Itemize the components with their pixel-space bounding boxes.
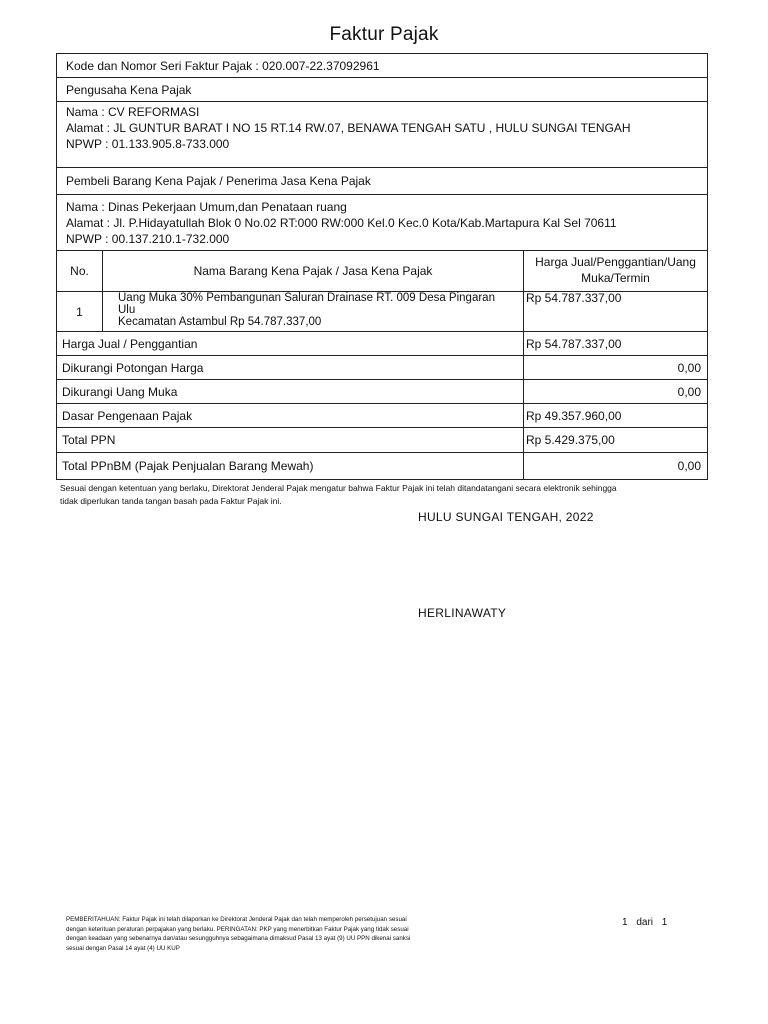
summary-value: Rp 54.787.337,00 — [526, 336, 622, 351]
summary-row-uang-muka — [57, 380, 707, 404]
summary-row-harga-jual — [57, 332, 707, 356]
seller-npwp: NPWP : 01.133.905.8-733.000 — [66, 137, 230, 151]
seller-heading-row — [57, 78, 707, 102]
item-no: 1 — [57, 292, 103, 331]
item-name-line2: Kecamatan Astambul Rp 54.787.337,00 — [118, 316, 322, 328]
summary-value: Rp 49.357.960,00 — [526, 408, 622, 423]
summary-value: 0,00 — [677, 384, 701, 399]
place-date: HULU SUNGAI TENGAH, 2022 — [418, 510, 594, 524]
footer-line: sesuai dengan Pasal 14 ayat (4) UU KUP — [66, 945, 180, 953]
column-header-no: No. — [57, 251, 103, 291]
page-number: 1 dari 1 — [622, 917, 668, 928]
summary-label: Harga Jual / Penggantian — [57, 332, 524, 355]
item-price: Rp 54.787.337,00 — [526, 291, 622, 305]
column-header-name: Nama Barang Kena Pajak / Jasa Kena Pajak — [103, 251, 524, 291]
summary-row-dpp — [57, 404, 707, 428]
buyer-name: Nama : Dinas Pekerjaan Umum,dan Penataan ruang — [66, 200, 347, 214]
electronic-signature-notice — [60, 482, 720, 508]
summary-label: Dikurangi Uang Muka — [57, 380, 524, 403]
invoice-frame — [56, 53, 708, 480]
buyer-heading-row — [57, 168, 707, 195]
table-row — [57, 292, 707, 332]
seller-heading: Pengusaha Kena Pajak — [66, 82, 192, 97]
document-title: Faktur Pajak — [329, 24, 439, 45]
summary-label: Total PPN — [57, 428, 524, 452]
notice-line: Sesuai dengan ketentuan yang berlaku, Direktorat Jenderal Pajak mengatur bahwa Faktur Pajak ini telah ditandatangani secara elektronik sehingga — [60, 483, 617, 493]
item-name — [103, 292, 524, 331]
footer-line: dengan keadaan yang sebenarnya dan/atau sesungguhnya sebagaimana dimaksud Pasal 13 ayat (9) UU PPN dikenai sanksi — [66, 935, 411, 943]
seller-details — [57, 102, 707, 168]
summary-row-ppn — [57, 428, 707, 453]
summary-label: Dikurangi Potongan Harga — [57, 356, 524, 379]
footer-notice — [66, 915, 486, 954]
footer-line: dengan ketentuan peraturan perpajakan yang berlaku. PERINGATAN: PKP yang menerbitkan Faktur Pajak yang tidak sesuai — [66, 925, 409, 933]
items-table-header — [57, 251, 707, 292]
seller-address: Alamat : JL GUNTUR BARAT I NO 15 RT.14 RW.07, BENAWA TENGAH SATU , HULU SUNGAI TENGAH — [66, 121, 631, 135]
seller-name: Nama : CV REFORMASI — [66, 105, 200, 119]
serial-number-text: Kode dan Nomor Seri Faktur Pajak : 020.007-22.37092961 — [66, 58, 380, 73]
summary-label: Total PPnBM (Pajak Penjualan Barang Mewah) — [57, 453, 524, 479]
summary-row-potongan — [57, 356, 707, 380]
summary-value: 0,00 — [677, 459, 701, 473]
serial-number-row — [57, 54, 707, 78]
summary-label: Dasar Pengenaan Pajak — [57, 404, 524, 427]
footer-line: PEMBERITAHUAN: Faktur Pajak ini telah dilaporkan ke Direktorat Jenderal Pajak dan telah memperoleh persetujuan sesuai — [66, 916, 407, 923]
summary-row-ppnbm — [57, 453, 707, 479]
column-header-price-line1: Harga Jual/Penggantian/Uang — [535, 255, 696, 269]
buyer-heading: Pembeli Barang Kena Pajak / Penerima Jasa Kena Pajak — [66, 174, 371, 188]
column-header-price-line2: Muka/Termin — [581, 271, 650, 285]
signer-name: HERLINAWATY — [418, 606, 507, 620]
buyer-details — [57, 195, 707, 251]
buyer-address: Alamat : Jl. P.Hidayatullah Blok 0 No.02 RT:000 RW:000 Kel.0 Kec.0 Kota/Kab.Martapura Kal Sel 70611 — [66, 216, 617, 230]
item-name-line1: Uang Muka 30% Pembangunan Saluran Drainase RT. 009 Desa Pingaran Ulu — [118, 292, 495, 316]
summary-value: Rp 5.429.375,00 — [526, 433, 615, 447]
buyer-npwp: NPWP : 00.137.210.1-732.000 — [66, 232, 230, 246]
summary-value: 0,00 — [677, 360, 701, 375]
notice-line: tidak diperlukan tanda tangan basah pada Faktur Pajak ini. — [60, 496, 282, 506]
column-header-price — [524, 251, 707, 291]
